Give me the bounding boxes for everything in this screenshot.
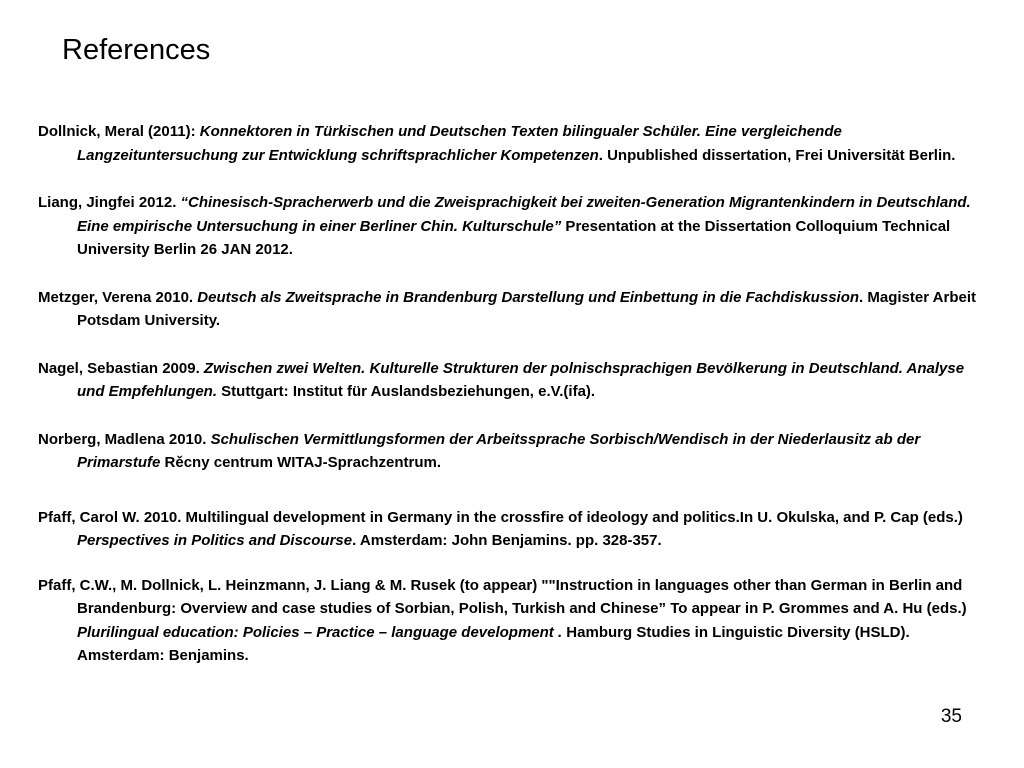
reference-entry [38,574,988,668]
reference-title: Schulischen Vermittlungsformen der Arbeitssprache Sorbisch/Wendisch in der Niederlausitz ab der Primarstufe [77,430,921,471]
reference-list [38,120,988,689]
reference-source: . Unpublished dissertation, Frei Universität Berlin. [598,146,956,164]
slide-title: References [62,34,211,66]
reference-title: Perspectives in Politics and Discourse [77,532,353,549]
reference-entry [38,506,988,553]
reference-source: Hamburg Studies in Linguistic Diversity (HSLD). Amsterdam: Benjamins. [77,623,910,664]
page-number: 35 [940,706,962,727]
reference-entry [38,357,988,404]
reference-author-year: Norberg, Madlena 2010. [38,430,211,448]
reference-author-year: Pfaff, Carol W. 2010. Multilingual development in Germany in the crossfire of ideology and politics.In U. Okulska, and P. Cap (eds.) [38,508,963,526]
reference-source: Presentation at the Dissertation Colloquium Technical University Berlin 26 JAN 2012. [77,217,951,258]
reference-title: Zwischen zwei Welten. Kulturelle Strukturen der polnischsprachigen Bevölkerung in Deutschland. Analyse und Empfehlungen. [77,359,965,400]
reference-title: Deutsch als Zweitsprache in Brandenburg Darstellung und Einbettung in die Fachdiskussion [197,288,860,306]
reference-source: . Magister Arbeit Potsdam University. [77,288,976,329]
reference-entry [38,120,988,167]
reference-entry [38,428,988,475]
reference-author-year: Pfaff, C.W., M. Dollnick, L. Heinzmann, J. Liang & M. Rusek (to appear) ""Instruction in languages other than German in Berlin and Brandenburg: Overview and case studies of Sorbian, Polish, Turkish and Chinese” To appear in P. Grommes and A. Hu (eds.) [38,576,967,617]
reference-author-year: Liang, Jingfei 2012. [38,194,181,211]
reference-entry [38,286,988,333]
reference-author-year: Dollnick, Meral (2011): [38,123,200,140]
reference-title: Konnektoren in Türkischen und Deutschen Texten bilingualer Schüler. Eine vergleichende Langzeituntersuchung zur Entwicklung schriftsprachlicher Kompetenzen [77,123,842,164]
reference-author-year: Metzger, Verena 2010. [38,288,198,306]
reference-source: Stuttgart: Institut für Auslandsbeziehungen, e.V.(ifa). [217,383,596,400]
reference-source: Rěcny centrum WITAJ-Sprachzentrum. [160,454,441,471]
reference-title: “Chinesisch-Spracherwerb und die Zweisprachigkeit bei zweiten-Generation Migrantenkindern in Deutschland. Eine empirische Untersuchung in einer Berliner Chin. Kulturschule” [77,194,971,235]
reference-title: Plurilingual education: Policies – Practice – language development . [77,623,563,641]
reference-entry [38,191,988,262]
reference-author-year: Nagel, Sebastian 2009. [38,359,204,377]
reference-source: . Amsterdam: John Benjamins. pp. 328-357. [352,532,662,549]
